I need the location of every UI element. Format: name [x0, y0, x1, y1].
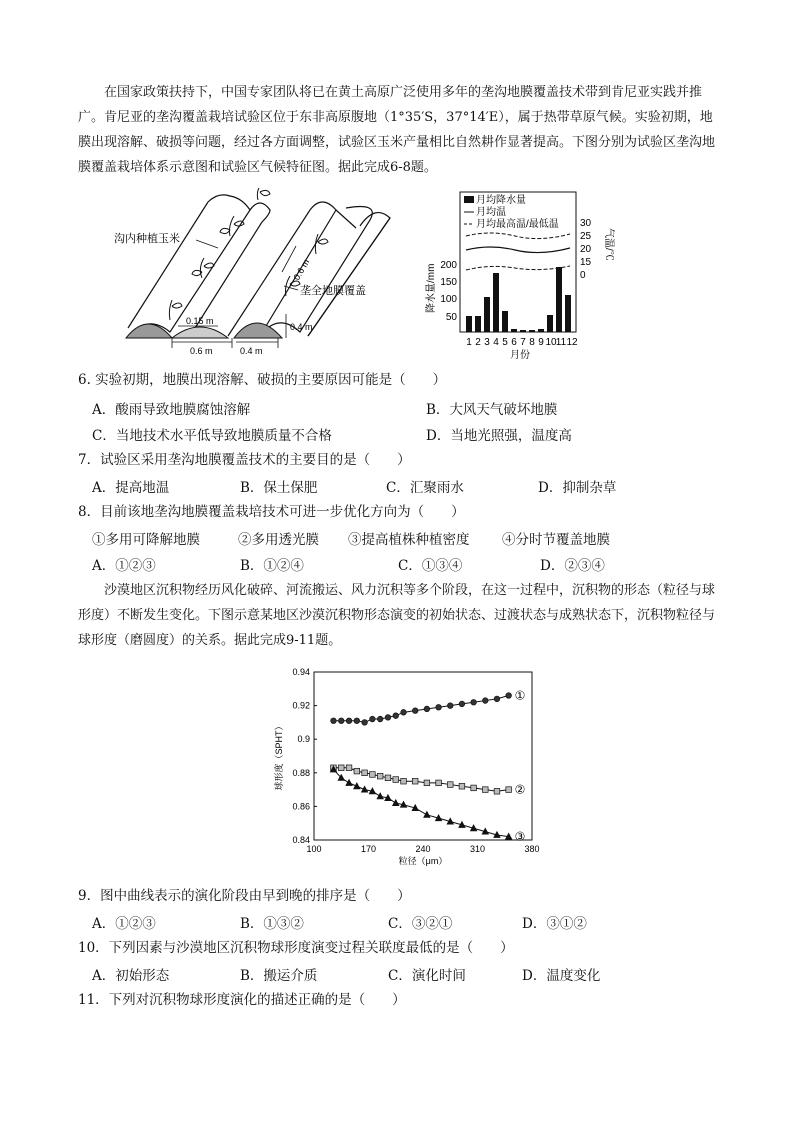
- tick-left-100: 100: [440, 294, 457, 305]
- tick-right-15: 15: [580, 257, 592, 268]
- data-point: [482, 698, 488, 704]
- data-point: [393, 777, 399, 783]
- data-point: [436, 780, 442, 786]
- q6-option-a[interactable]: A．酸雨导致地膜腐蚀溶解: [92, 402, 251, 418]
- legend-maxmin: 月均最高温/最低温: [476, 219, 559, 230]
- data-point: [370, 716, 376, 722]
- tick-left-50: 50: [445, 312, 457, 323]
- data-point: [361, 786, 367, 792]
- tick-right-30: 30: [580, 218, 592, 229]
- data-point: [354, 783, 360, 789]
- tick-right-20: 20: [580, 244, 592, 255]
- x-tick-label: 310: [469, 844, 486, 854]
- data-point: [393, 713, 399, 719]
- month-7: 7: [520, 337, 526, 348]
- q7-option-d[interactable]: D．抑制杂草: [538, 480, 617, 496]
- q8-option-a[interactable]: A．①②③: [92, 558, 156, 574]
- month-5: 5: [502, 337, 508, 348]
- series-line-3: [333, 769, 508, 836]
- q7-option-a[interactable]: A．提高地温: [92, 480, 170, 496]
- q10-option-c[interactable]: C．演化时间: [388, 968, 466, 984]
- xlabel-month: 月份: [510, 350, 530, 361]
- data-point: [447, 782, 453, 788]
- x-tick-label: 380: [524, 844, 540, 854]
- legend-precip: 月均降水量: [476, 195, 526, 206]
- month-1: 1: [466, 337, 472, 348]
- data-point: [401, 710, 407, 716]
- data-point: [346, 765, 352, 771]
- y-tick-label: 0.92: [292, 700, 310, 711]
- series-label-3: ③: [514, 829, 526, 844]
- x-tick-label: 170: [360, 844, 377, 854]
- q8-item-4: ④分时节覆盖地膜: [502, 532, 610, 548]
- x-tick-label: 100: [306, 844, 322, 854]
- data-point: [482, 787, 488, 793]
- y-axis-label: 球形度（SPHT）: [274, 721, 284, 791]
- q6-option-d[interactable]: D．当地光照强，温度高: [426, 428, 572, 444]
- data-point: [362, 720, 368, 726]
- ridge-furrow-diagram: [110, 188, 420, 358]
- month-11: 11: [555, 337, 567, 348]
- label-ridge-film: 垄全地膜覆盖: [300, 285, 366, 297]
- month-8: 8: [529, 337, 535, 348]
- y-tick-label: 0.94: [292, 667, 310, 677]
- y-tick-label: 0.84: [292, 835, 310, 845]
- data-point: [377, 793, 383, 799]
- data-point: [354, 718, 360, 724]
- month-2: 2: [475, 337, 481, 348]
- month-12: 12: [566, 337, 578, 348]
- q9-stem: 9．图中曲线表示的演化阶段由早到晚的排序是（ ）: [78, 888, 411, 904]
- dim-0.4m-width: 0.4 m: [240, 346, 263, 356]
- data-point: [338, 718, 344, 724]
- label-furrow-corn: 沟内种植玉米: [114, 233, 180, 245]
- data-point: [506, 787, 512, 793]
- y-tick-label: 0.9: [297, 734, 310, 745]
- dim-0.6m-width: 0.6 m: [190, 346, 213, 356]
- data-point: [377, 716, 383, 722]
- q10-option-a[interactable]: A．初始形态: [92, 968, 170, 984]
- data-point: [338, 765, 344, 771]
- q9-option-c[interactable]: C．③②①: [388, 916, 453, 932]
- dim-0.15m: 0.15 m: [186, 316, 214, 326]
- q7-option-c[interactable]: C．汇聚雨水: [386, 480, 464, 496]
- tick-right-0: 0: [580, 270, 586, 281]
- dim-0.4m-height: 0.4 m: [290, 322, 313, 332]
- data-point: [424, 780, 430, 786]
- q8-item-1: ①多用可降解地膜: [92, 532, 200, 548]
- data-point: [346, 779, 352, 785]
- data-point: [331, 718, 337, 724]
- data-point: [459, 701, 465, 707]
- month-3: 3: [484, 337, 490, 348]
- q6-option-c[interactable]: C．当地技术水平低导致地膜质量不合格: [92, 428, 332, 444]
- q8-option-c[interactable]: C．①③④: [398, 558, 463, 574]
- data-point: [377, 773, 383, 779]
- q9-option-b[interactable]: B．①③②: [240, 916, 304, 932]
- q6-option-b[interactable]: B．大风天气破坏地膜: [426, 402, 558, 418]
- q9-option-d[interactable]: D．③①②: [522, 916, 587, 932]
- x-axis-label: 粒径（μm）: [398, 856, 448, 866]
- ylabel-left: 降水量/mm: [426, 263, 437, 313]
- data-point: [424, 706, 430, 712]
- legend-temp: 月均温: [476, 207, 506, 218]
- q8-stem: 8．目前该地垄沟地膜覆盖栽培技术可进一步优化方向为（ ）: [78, 504, 465, 520]
- month-4: 4: [493, 337, 499, 348]
- data-point: [494, 696, 500, 702]
- data-point: [370, 772, 376, 778]
- data-point: [401, 778, 407, 784]
- y-tick-label: 0.88: [292, 767, 310, 778]
- data-point: [506, 693, 512, 699]
- ylabel-right: 气温/℃: [603, 228, 614, 261]
- month-9: 9: [538, 337, 544, 348]
- q7-stem: 7．试验区采用垄沟地膜覆盖技术的主要目的是（ ）: [78, 452, 411, 468]
- tick-left-200: 200: [440, 260, 457, 271]
- q9-option-a[interactable]: A．①②③: [92, 916, 156, 932]
- q7-option-b[interactable]: B．保土保肥: [240, 480, 318, 496]
- q10-option-b[interactable]: B．搬运介质: [240, 968, 318, 984]
- month-10: 10: [545, 337, 557, 348]
- y-tick-label: 0.86: [292, 801, 310, 812]
- month-6: 6: [511, 337, 517, 348]
- data-point: [385, 775, 391, 781]
- q8-item-2: ②多用透光膜: [238, 532, 319, 548]
- data-point: [447, 703, 453, 709]
- tick-right-25: 25: [580, 231, 592, 242]
- data-point: [346, 718, 352, 724]
- data-point: [354, 768, 360, 774]
- data-point: [412, 708, 418, 714]
- q10-stem: 10．下列因素与沙漠地区沉积物球形度演变过程关联度最低的是（ ）: [78, 940, 514, 956]
- data-point: [393, 800, 399, 806]
- data-point: [385, 715, 391, 721]
- climate-chart: [420, 188, 620, 366]
- data-point: [436, 704, 442, 710]
- data-point: [494, 788, 500, 794]
- q8-option-d[interactable]: D．②③④: [540, 558, 605, 574]
- x-tick-label: 240: [415, 844, 431, 854]
- q8-option-b[interactable]: B．①②④: [240, 558, 304, 574]
- q6-stem: 6. 实验初期，地膜出现溶解、破损的主要原因可能是（ ）: [78, 372, 447, 388]
- data-point: [412, 778, 418, 784]
- q8-item-3: ③提高植株种植密度: [348, 532, 470, 548]
- data-point: [424, 811, 430, 817]
- data-point: [471, 699, 477, 705]
- series-label-1: ①: [514, 688, 526, 703]
- q10-option-d[interactable]: D．温度变化: [522, 968, 601, 984]
- sphericity-chart: [268, 664, 548, 868]
- series-label-2: ②: [514, 782, 526, 797]
- passage-2: 沙漠地区沉积物经历风化破碎、河流搬运、风力沉积等多个阶段，在这一过程中，沉积物的形态（粒径与球形度）不断发生变化。下图示意某地区沙漠沉积物形态演变的初始状态、过渡状态与成熟状态下，沉积物粒径与球形度（磨圆度）的关系。据此完成9-11题。: [78, 583, 716, 648]
- data-point: [459, 783, 465, 789]
- data-point: [471, 785, 477, 791]
- q11-stem: 11．下列对沉积物球形度演化的描述正确的是（ ）: [78, 992, 406, 1008]
- passage-1: 在国家政策扶持下，中国专家团队将已在黄土高原广泛使用多年的垄沟地膜覆盖技术带到肯尼亚实践并推广。肯尼亚的垄沟覆盖栽培试验区位于东非高原腹地（1°35′S，37°14′E），属于热带草原气候。实验初期，地膜出现溶解、破损等问题，经过各方面调整，试验区玉米产量相比自然耕作显著提高。下图分别为试验区垄沟地膜覆盖栽培体系示意图和试验区气候特征图。据此完成6-8题。: [78, 85, 716, 175]
- data-point: [362, 770, 368, 776]
- legend-precip-swatch: [464, 196, 474, 203]
- dim-0.6m-slope: 0.6 m: [291, 257, 312, 282]
- tick-left-150: 150: [440, 277, 457, 288]
